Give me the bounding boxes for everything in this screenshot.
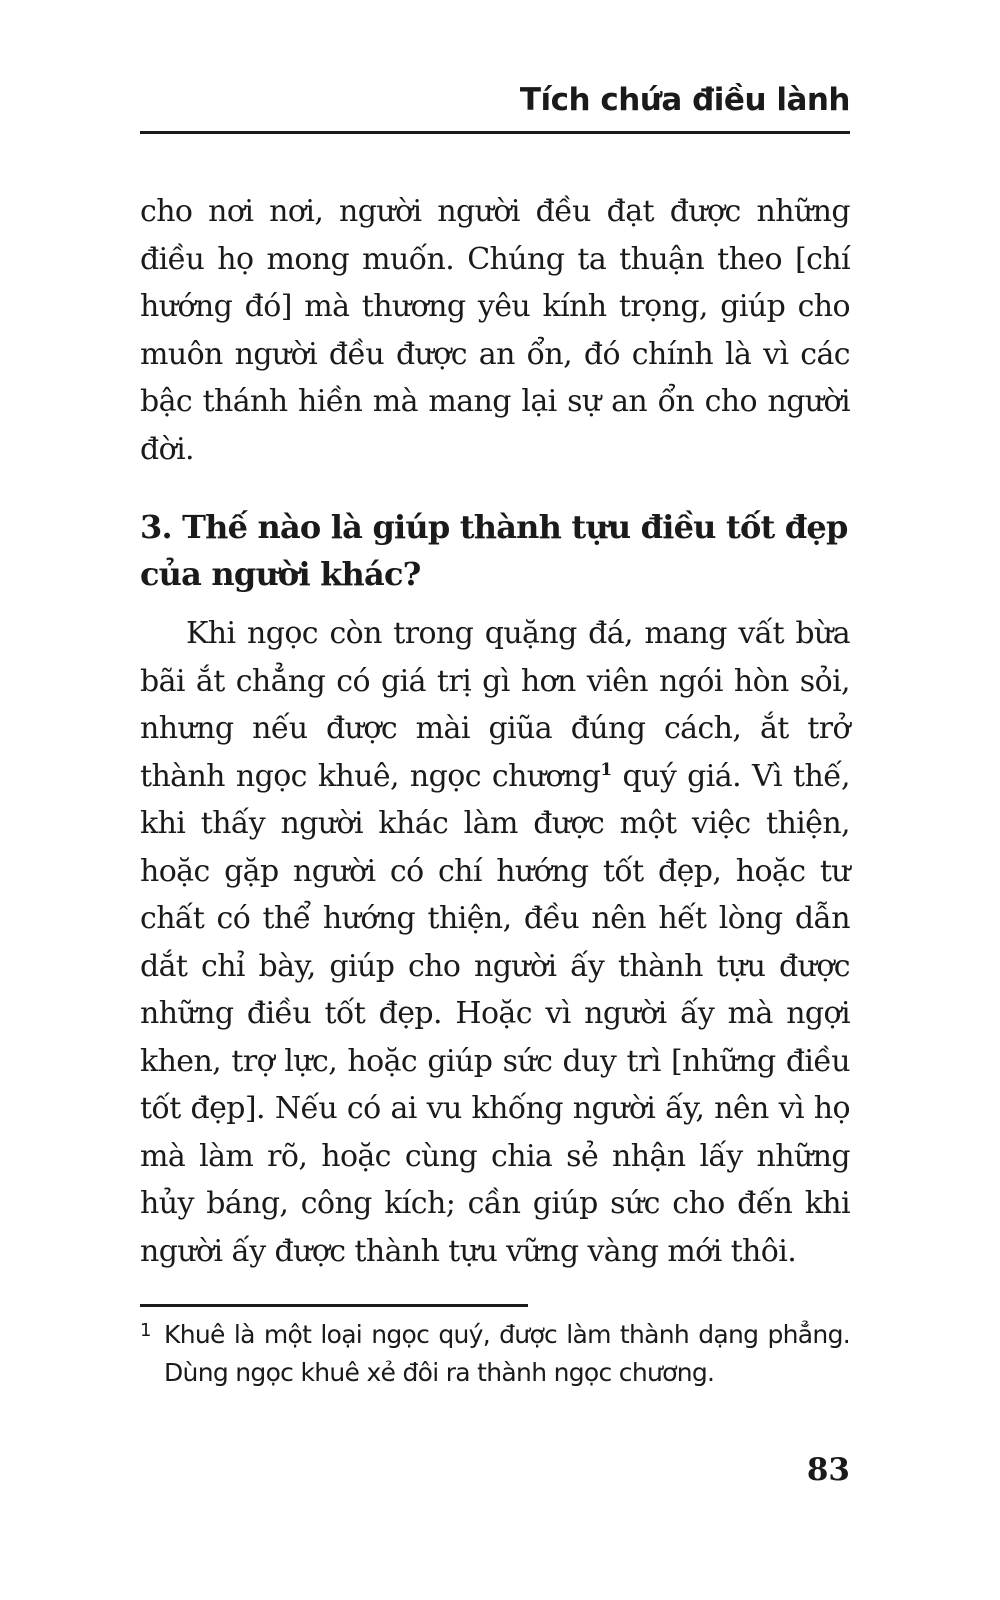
page-number: 83 [806,1452,850,1488]
section-heading: 3. Thế nào là giúp thành tựu điều tốt đẹp của người khác? [140,508,848,593]
footnote-marker: 1 [140,1320,151,1341]
footnote-text: Khuê là một loại ngọc quý, được làm thành dạng phẳng. Dùng ngọc khuê xẻ đôi ra thành ngọc chương. [164,1320,850,1387]
footnote-rule [140,1304,528,1307]
footnote-reference: 1 [600,759,612,780]
continued-paragraph: cho nơi nơi, người người đều đạt được những điều họ mong muốn. Chúng ta thuận theo [chí hướng đó] mà thương yêu kính trọng, giúp cho muôn người đều được an ổn, đó chính là vì các bậc thánh hiền mà mang lại sự an ổn cho người đời. [140,194,850,467]
header-rule [140,131,850,134]
running-header-title: Tích chứa điều lành [519,82,850,118]
footnote [140,1316,850,1392]
main-paragraph-text-after-ref: quý giá. Vì thế, khi thấy người khác làm được một việc thiện, hoặc gặp người có chí hướng tốt đẹp, hoặc tư chất có thể hướng thiện, đều nên hết lòng dẫn dắt chỉ bày, giúp cho người ấy thành tựu được những điều tốt đẹp. Hoặc vì người ấy mà ngợi khen, trợ lực, hoặc giúp sức duy trì [những điều tốt đẹp]. Nếu có ai vu khống người ấy, nên vì họ mà làm rõ, hoặc cùng chia sẻ nhận lấy những hủy báng, công kích; cần giúp sức cho đến khi người ấy được thành tựu vững vàng mới thôi. [140,758,850,1269]
main-paragraph [140,610,850,1275]
main-paragraph-text-before-ref: Khi ngọc còn trong quặng đá, mang vất bừa bãi ắt chẳng có giá trị gì hơn viên ngói hòn sỏi, nhưng nếu được mài giũa đúng cách, ắt trở thành ngọc khuê, ngọc chương [140,616,850,794]
